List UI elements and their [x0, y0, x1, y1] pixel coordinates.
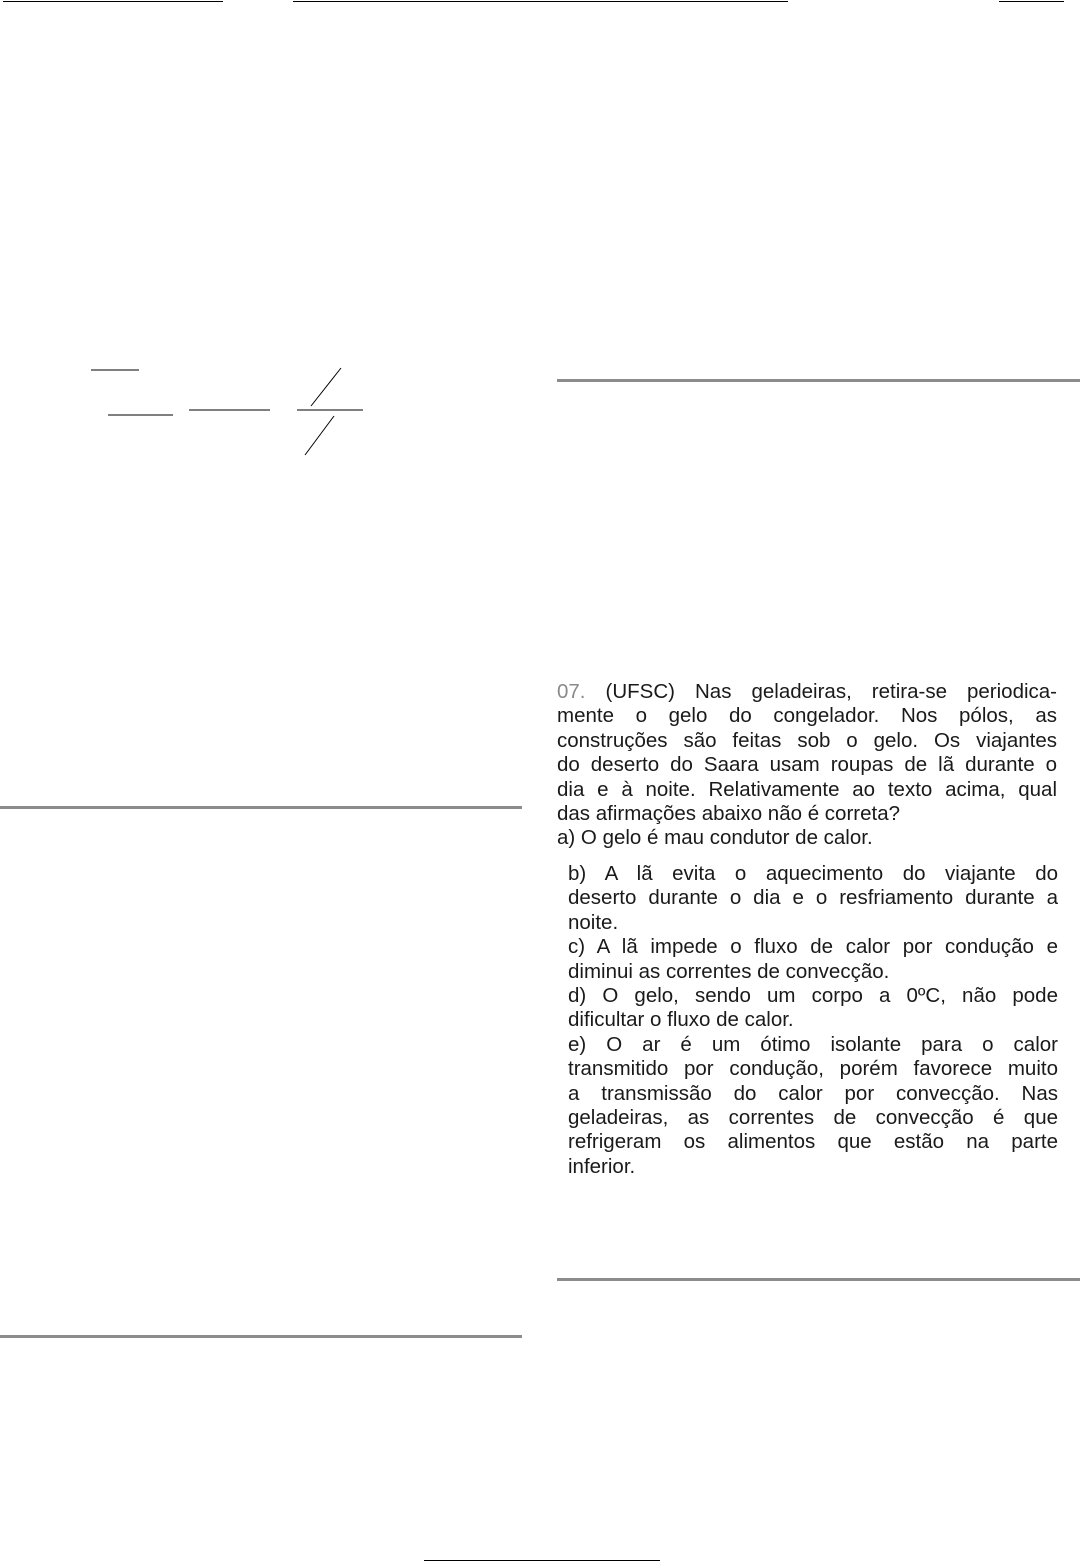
footer-rule [424, 1560, 660, 1561]
cancel-slash [305, 416, 334, 455]
option-e-line: a transmissão do calor por convecção. Nas [568, 1081, 1058, 1105]
question-line: mente o gelo do congelador. Nos pólos, as [557, 704, 1057, 728]
question-line: das afirmações abaixo não é correta? [557, 802, 901, 826]
separator-right-bottom [557, 1278, 1080, 1281]
separator-right-top [557, 379, 1080, 382]
option-e-line: e) O ar é um ótimo isolante para o calor [568, 1032, 1058, 1056]
option-b-line: deserto durante o dia e o resfriamento durante a [568, 886, 1058, 910]
option-c-line: diminui as correntes de convecção. [568, 959, 890, 983]
option-a: a) O gelo é mau condutor de calor. [557, 826, 873, 850]
option-e-line: geladeiras, as correntes de convecção é que [568, 1106, 1058, 1130]
option-c-line: c) A lã impede o fluxo de calor por condução e [568, 935, 1058, 959]
option-e-line: transmitido por condução, porém favorece muito [568, 1057, 1058, 1081]
cancel-slash [311, 368, 341, 406]
question-line: 07. (UFSC) Nas geladeiras, retira-se periodica- [557, 680, 1058, 703]
question-line: dia e à noite. Relativamente ao texto acima, qual [557, 777, 1057, 801]
question-number: 07. [557, 680, 586, 703]
option-b-line: noite. [568, 910, 619, 934]
question-line: construções são feitas sob o gelo. Os viajantes [557, 728, 1057, 752]
separator-left-mid [0, 806, 522, 809]
option-b-line: b) A lã evita o aquecimento do viajante do [568, 862, 1058, 885]
option-e-line: refrigeram os alimentos que estão na parte [568, 1130, 1058, 1154]
question-07 [557, 680, 1057, 851]
option-d-line: dificultar o fluxo de calor. [568, 1008, 794, 1032]
separator-left-bottom [0, 1335, 522, 1338]
option-e-line: inferior. [568, 1154, 636, 1178]
question-line: do deserto do Saara usam roupas de lã durante o [557, 753, 1057, 777]
option-d-line: d) O gelo, sendo um corpo a 0ºC, não pode [568, 984, 1058, 1008]
question-07-options [568, 862, 1058, 1179]
